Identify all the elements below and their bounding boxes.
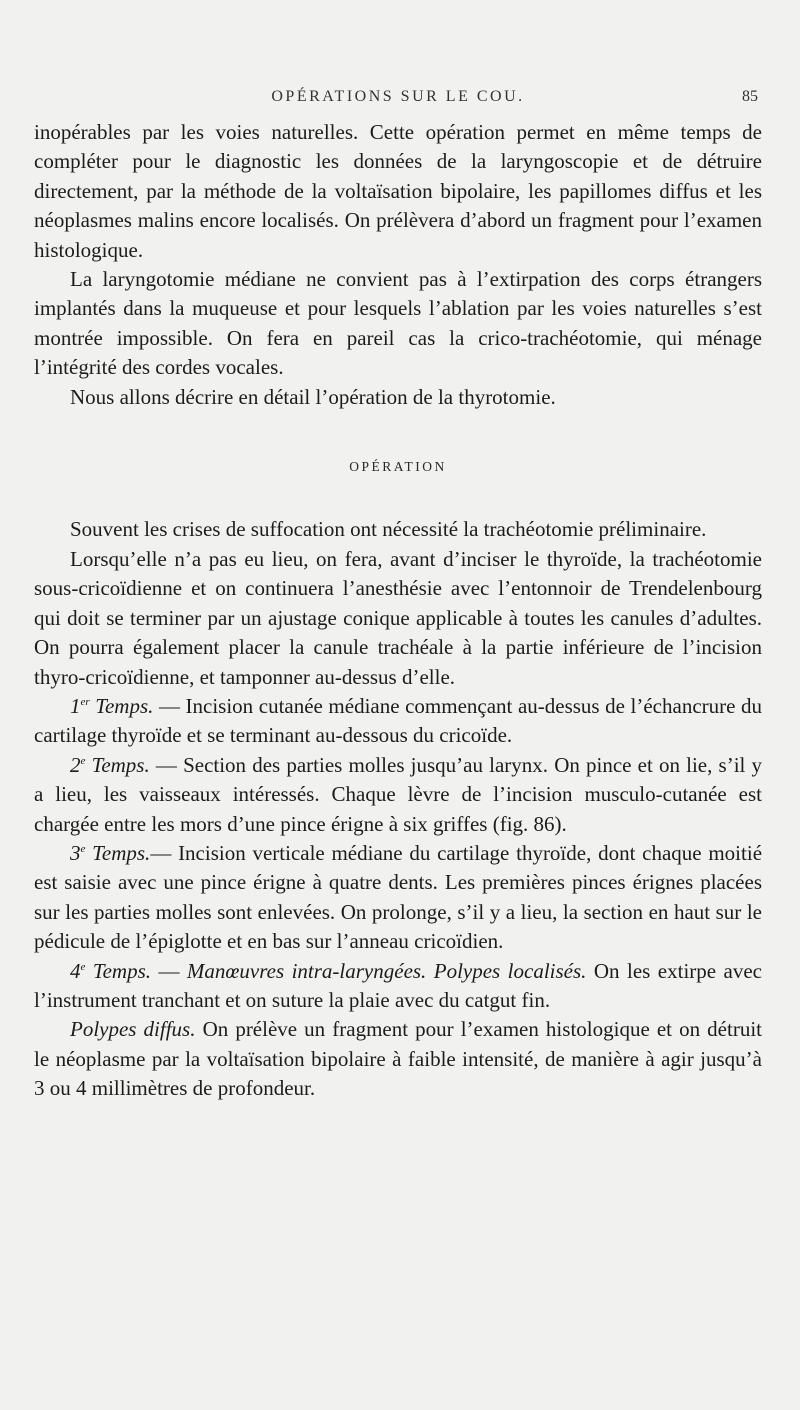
paragraph-thyrotomie: Nous allons décrire en détail l’opération de la thyrotomie. [70,384,556,409]
step-text: Incision verticale médiane du cartilage thyroïde, dont chaque moitié est saisie avec une pince érigne à quatre dents. Les premières pinces érignes placées sur les parties molles sont enlevées. On prolonge, s’il y a lieu, la section en haut sur le pédicule de l’épiglotte et en bas sur l’anneau cricoïdien. [34,840,763,954]
paragraph-continued: inopérables par les voies naturelles. Cette opération permet en même temps de compléter pour le diagnostic les données de la laryngoscopie et de détruire directement, par la méthode de la voltaïsation bipolaire, les papillomes diffus et les néoplasmes malins encore localisés. On prélèvera d’abord un fragment pour l’examen histologique. [34,120,762,262]
step-paragraph [34,839,762,957]
step-number: 1er Temps. [70,693,154,718]
step-number: 2e Temps. [70,752,150,777]
running-title: OPÉRATIONS SUR LE COU. [271,88,525,105]
paragraph-tracheotomie: Lorsqu’elle n’a pas eu lieu, on fera, avant d’inciser le thyroïde, la trachéotomie sous-cricoïdienne et on continuera l’anesthésie avec l’entonnoir de Trendelenbourg qui doit se terminer par un ajustage conique applicable à toutes les canules d’adultes. On pourra également placer la canule trachéale à la partie inférieure de l’incision thyro-cricoïdienne, et tamponner au-dessus d’elle. [34,546,762,689]
step-number: 4e Temps. [70,958,152,983]
page-number: 85 [742,88,758,105]
step-dash: — [149,752,184,777]
step-dash: — [153,693,186,718]
paragraph-suffocation: Souvent les crises de suffocation ont nécessité la trachéotomie préliminaire. [70,517,707,542]
final-italic: Polypes diffus. [70,1017,196,1042]
step-paragraph [34,957,762,1016]
paragraph-polypes-diffus [34,1015,762,1103]
step-text: Section des parties molles jusqu’au larynx. On pince et on lie, s’il y a lieu, les vaisseaux intéressés. Chaque lèvre de l’incision musculo-cutanée est chargée entre les mors d’une pince érigne à six griffes (fig. 86). [34,752,763,836]
step-text: On les extirpe avec l’instrument tranchant et on suture la plaie avec du catgut fin. [34,958,763,1012]
paragraph-laryngotomie: La laryngotomie médiane ne convient pas à l’extirpation des corps étrangers implantés dans la muqueuse et pour lesquels l’ablation par les voies naturelles s’est montrée impossible. On fera en pareil cas la crico-trachéotomie, qui ménage l’intégrité des cordes vocales. [34,267,762,380]
body-text [34,118,762,1104]
step-dash: — [151,958,187,983]
page [0,88,800,1410]
running-head [34,88,762,118]
section-heading: OPÉRATION [349,459,447,475]
step-text: Incision cutanée médiane commençant au-dessus de l’échancrure du cartilage thyroïde et se terminant au-dessous du cricoïde. [34,693,763,748]
step-paragraph [34,692,762,751]
step-dash: — [150,840,179,865]
step-italic: Manœuvres intra-laryngées. Polypes localisés. [186,958,587,983]
final-text: On prélève un fragment pour l’examen histologique et on détruit le néoplasme par la voltaïsation bipolaire à faible intensité, de manière à agir jusqu’à 3 ou 4 millimètres de profondeur. [34,1017,762,1101]
step-paragraph [34,751,762,839]
step-number: 3e Temps. [70,840,151,865]
